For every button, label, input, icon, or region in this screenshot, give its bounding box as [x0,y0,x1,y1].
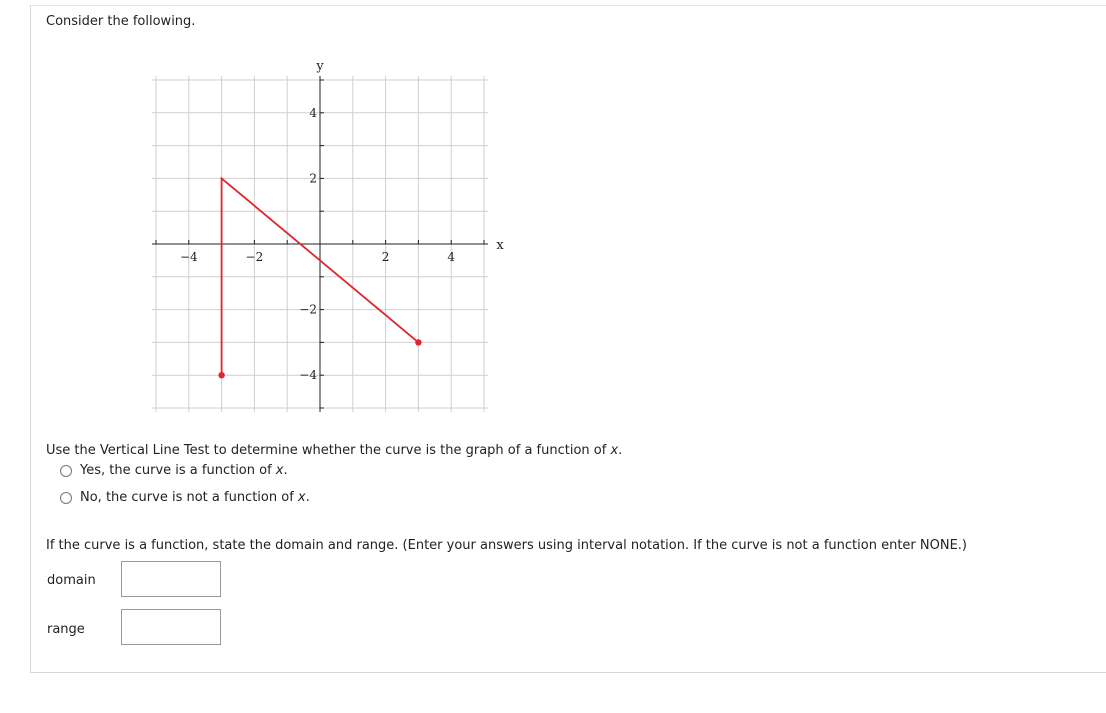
option-no-label: No, the curve is not a function of x. [80,490,310,505]
domain-input[interactable] [121,561,221,597]
question-text: Use the Vertical Line Test to determine whether the curve is the graph of a function of x. [46,443,623,458]
y-tick-label: −2 [299,302,317,317]
intro-text: Consider the following. [46,14,196,29]
x-tick-label: 4 [447,250,456,264]
option-yes-label: Yes, the curve is a function of x. [80,463,288,478]
x-tick-label: −2 [245,250,264,264]
radio-yes[interactable] [60,465,72,477]
option-yes[interactable] [60,463,288,478]
function-graph [140,48,510,428]
x-tick-label: −4 [179,250,198,264]
curve-endpoint [218,372,224,378]
y-tick-label: 4 [309,105,317,120]
radio-no[interactable] [60,492,72,504]
y-axis-label: y [316,59,324,74]
curve-endpoint [415,339,421,345]
range-input[interactable] [121,609,221,645]
y-tick-label: 2 [309,171,317,186]
x-axis-label: x [496,238,504,253]
range-label: range [47,622,85,637]
y-tick-label: −4 [299,368,317,383]
axes [152,76,488,412]
x-tick-label: 2 [381,250,390,264]
instructions-text: If the curve is a function, state the domain and range. (Enter your answers using interval notation. If the curve is not a function enter NONE.) [46,538,967,553]
option-no[interactable] [60,490,310,505]
domain-label: domain [47,573,96,588]
tick-labels [180,59,504,382]
